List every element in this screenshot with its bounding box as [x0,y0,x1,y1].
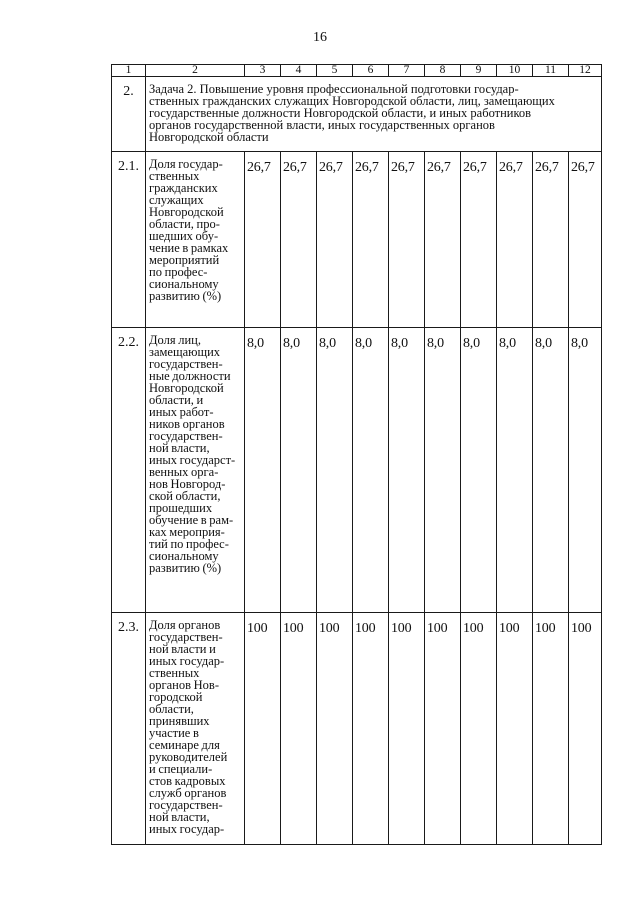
value-cell: 8,0 [569,328,602,613]
desc-line: государствен- [149,429,223,443]
desc-line: гражданских [149,181,218,195]
desc-line: замещающих [149,345,221,359]
value-cell: 8,0 [317,328,353,613]
header-cell: 7 [389,65,425,77]
header-cell: 9 [461,65,497,77]
task-title-line: государственные должности Новгородской области, и иных работников [149,106,532,120]
desc-line: ные должности [149,369,231,383]
value-cell: 26,7 [425,152,461,328]
value-cell: 26,7 [389,152,425,328]
desc-line: служб органов [149,786,227,800]
desc-line: развитию (%) [149,561,222,575]
value-cell: 100 [425,613,461,845]
value-cell: 26,7 [569,152,602,328]
desc-line: чение в рамках [149,241,229,255]
desc-line: Новгородской [149,205,224,219]
value-cell: 8,0 [461,328,497,613]
desc-line: Доля лиц, [149,333,201,347]
desc-line: городской [149,690,203,704]
header-cell: 3 [245,65,281,77]
row-number: 2.3. [112,613,146,845]
value-cell: 8,0 [497,328,533,613]
desc-line: государствен- [149,357,223,371]
row-description [146,152,245,328]
desc-line: стов кадровых [149,774,226,788]
task-title-line: Новгородской области [149,130,269,144]
value-cell: 26,7 [245,152,281,328]
value-cell: 26,7 [497,152,533,328]
desc-line: обучение в рам- [149,513,234,527]
value-cell: 8,0 [353,328,389,613]
header-cell: 10 [497,65,533,77]
value-cell: 8,0 [281,328,317,613]
header-cell: 8 [425,65,461,77]
row-description [146,328,245,613]
desc-line: и специали- [149,762,213,776]
desc-line: ственных [149,169,200,183]
value-cell: 8,0 [533,328,569,613]
desc-line: нов Новгород- [149,477,226,491]
header-cell: 6 [353,65,389,77]
desc-line: тий по профес- [149,537,229,551]
desc-line: Доля государ- [149,157,223,171]
desc-line: ной власти, [149,441,210,455]
value-cell: 8,0 [245,328,281,613]
page-number: 16 [313,30,327,45]
desc-line: венных орга- [149,465,219,479]
header-cell: 2 [146,65,245,77]
header-cell: 12 [569,65,602,77]
desc-line: органов Нов- [149,678,219,692]
value-cell: 26,7 [353,152,389,328]
desc-line: иных работ- [149,405,214,419]
value-cell: 26,7 [317,152,353,328]
desc-line: ках мероприя- [149,525,225,539]
desc-line: ников органов [149,417,225,431]
desc-line: иных государ- [149,654,225,668]
header-row [112,65,602,77]
desc-line: государствен- [149,798,223,812]
row-description [146,613,245,845]
value-cell: 26,7 [461,152,497,328]
table-row [112,152,602,328]
task-title-line: Задача 2. Повышение уровня профессиональной подготовки государ- [149,82,519,96]
desc-line: ной власти и [149,642,216,656]
desc-line: семинаре для [149,738,220,752]
desc-line: принявших [149,714,210,728]
desc-line: ной власти, [149,810,210,824]
value-cell: 26,7 [533,152,569,328]
value-cell: 100 [461,613,497,845]
value-cell: 100 [569,613,602,845]
task-row [112,77,602,152]
desc-line: руководителей [149,750,228,764]
value-cell: 100 [353,613,389,845]
task-number: 2. [112,77,146,152]
value-cell: 8,0 [389,328,425,613]
desc-line: ственных [149,666,200,680]
header-cell: 11 [533,65,569,77]
value-cell: 100 [245,613,281,845]
desc-line: по профес- [149,265,208,279]
header-cell: 5 [317,65,353,77]
desc-line: иных государст- [149,453,236,467]
desc-line: области, про- [149,217,220,231]
indicators-table [111,64,602,845]
desc-line: области, [149,702,194,716]
table-row [112,328,602,613]
desc-line: иных государ- [149,822,225,836]
desc-line: сиональному [149,549,219,563]
value-cell: 100 [533,613,569,845]
desc-line: служащих [149,193,204,207]
value-cell: 100 [317,613,353,845]
desc-line: участие в [149,726,199,740]
desc-line: мероприятий [149,253,220,267]
desc-line: развитию (%) [149,289,222,303]
table-row [112,613,602,845]
task-title-line: ственных гражданских служащих Новгородской области, лиц, замещающих [149,94,555,108]
value-cell: 8,0 [425,328,461,613]
row-number: 2.1. [112,152,146,328]
desc-line: прошедших [149,501,213,515]
header-cell: 1 [112,65,146,77]
value-cell: 100 [281,613,317,845]
header-cell: 4 [281,65,317,77]
desc-line: Новгородской [149,381,224,395]
task-title [146,77,602,152]
desc-line: шедших обу- [149,229,219,243]
desc-line: сиональному [149,277,219,291]
desc-line: ской области, [149,489,221,503]
desc-line: государствен- [149,630,223,644]
value-cell: 26,7 [281,152,317,328]
value-cell: 100 [497,613,533,845]
row-number: 2.2. [112,328,146,613]
task-title-line: органов государственной власти, иных государственных органов [149,118,495,132]
desc-line: Доля органов [149,618,221,632]
desc-line: области, и [149,393,204,407]
value-cell: 100 [389,613,425,845]
